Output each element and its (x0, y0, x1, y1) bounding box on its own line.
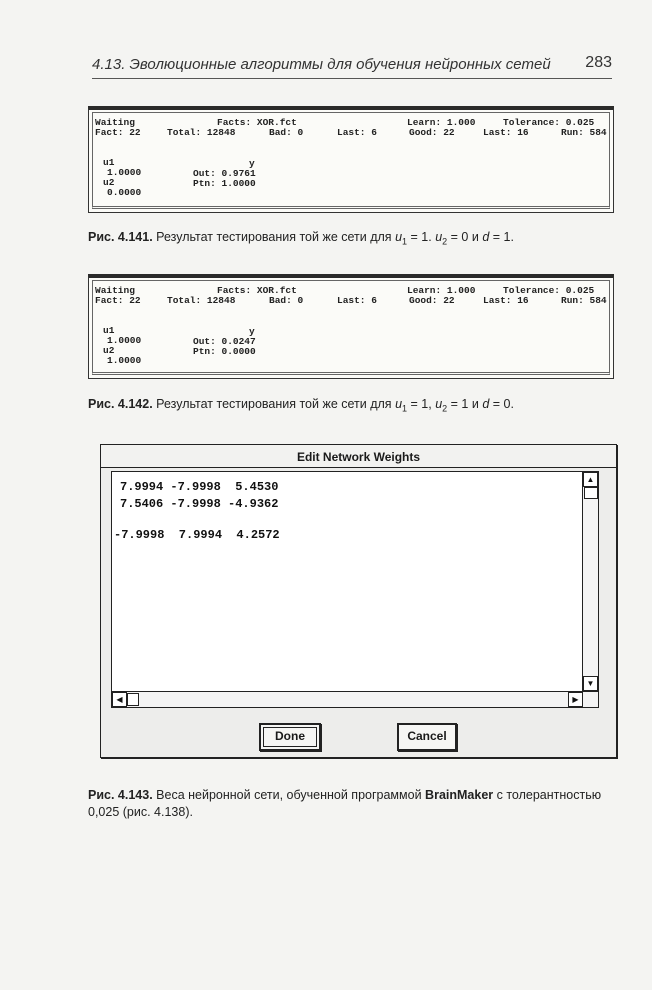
tolerance: Tolerance: 0.025 (503, 285, 595, 296)
run-count: Run: 584 (561, 127, 607, 138)
good-count: Good: 22 (409, 127, 455, 138)
bad-count: Bad: 0 (269, 127, 304, 138)
vertical-scroll-thumb[interactable] (584, 487, 598, 499)
fig142-caption (88, 396, 628, 418)
caption-var-u1: u (395, 397, 403, 411)
fig142-screen (88, 274, 614, 379)
tolerance: Tolerance: 0.025 (503, 117, 595, 128)
weights-row-2: 7.5406 -7.9998 -4.9362 (120, 497, 279, 511)
caption-text: Результат тестирования той же сети для (156, 230, 392, 244)
y-label: y (249, 158, 255, 169)
done-button[interactable] (259, 723, 321, 751)
last2-count: Last: 16 (483, 295, 529, 306)
facts-file: Facts: XOR.fct (217, 117, 297, 128)
ptn-value: Ptn: 1.0000 (193, 178, 256, 189)
caption-u2-value: = 1 и (450, 397, 479, 411)
y-label: y (249, 326, 255, 337)
caption-sub-2: 2 (442, 403, 448, 414)
caption-var-d: d (482, 397, 490, 411)
page-number: 283 (585, 54, 612, 71)
caption-var-u1: u (395, 230, 403, 244)
running-title: 4.13. Эволюционные алгоритмы для обучения нейронных сетей (92, 56, 551, 73)
u1-value: 1.0000 (107, 335, 142, 346)
caption-d-value: = 1. (492, 230, 514, 244)
total-count: Total: 12848 (167, 127, 236, 138)
fig141-screen (88, 106, 614, 213)
caption-text: Результат тестирования той же сети для (156, 397, 392, 411)
fig142-frame (92, 280, 610, 375)
scroll-down-icon[interactable]: ▼ (583, 676, 598, 691)
cancel-button-label: Cancel (407, 729, 447, 743)
last-count: Last: 6 (337, 127, 377, 138)
caption-text: Веса нейронной сети, обученной программой (156, 788, 422, 802)
caption-brand: BrainMaker (425, 788, 494, 802)
caption-var-u2: u (435, 230, 443, 244)
good-count: Good: 22 (409, 295, 455, 306)
total-count: Total: 12848 (167, 295, 236, 306)
bad-count: Bad: 0 (269, 295, 304, 306)
out-value: Out: 0.0247 (193, 336, 256, 347)
caption-var-d: d (482, 230, 490, 244)
caption-u1-value: = 1, (410, 397, 432, 411)
u2-label: u2 (103, 177, 115, 188)
fig143-caption (88, 787, 633, 821)
done-button-label: Done (275, 729, 305, 743)
fact-count: Fact: 22 (95, 295, 141, 306)
weights-row-1: 7.9994 -7.9998 5.4530 (120, 480, 279, 494)
run-count: Run: 584 (561, 295, 607, 306)
caption-u2-value: = 0 и (450, 230, 479, 244)
vertical-scrollbar[interactable] (582, 472, 598, 691)
scroll-up-icon[interactable]: ▲ (583, 472, 598, 487)
dialog-titlebar[interactable] (101, 445, 616, 468)
u2-value: 0.0000 (107, 187, 142, 198)
caption-sub-2: 2 (442, 236, 448, 247)
scroll-right-icon[interactable]: ▶ (568, 692, 583, 707)
weights-textarea[interactable] (111, 471, 599, 708)
caption-number: Рис. 4.141. (88, 230, 153, 244)
u1-label: u1 (103, 157, 115, 168)
horizontal-scrollbar[interactable] (112, 691, 598, 707)
learn-rate: Learn: 1.000 (407, 285, 476, 296)
caption-u1-value: = 1. (410, 230, 432, 244)
last-count: Last: 6 (337, 295, 377, 306)
caption-number: Рис. 4.143. (88, 788, 153, 802)
ptn-value: Ptn: 0.0000 (193, 346, 256, 357)
weights-row-3: -7.9998 7.9994 4.2572 (114, 528, 280, 542)
u2-value: 1.0000 (107, 355, 142, 366)
learn-rate: Learn: 1.000 (407, 117, 476, 128)
u1-value: 1.0000 (107, 167, 142, 178)
running-head (92, 52, 612, 79)
caption-d-value: = 0. (492, 397, 514, 411)
caption-sub-1: 1 (402, 403, 408, 414)
horizontal-scroll-thumb[interactable] (127, 693, 139, 706)
fact-count: Fact: 22 (95, 127, 141, 138)
last2-count: Last: 16 (483, 127, 529, 138)
caption-sub-1: 1 (402, 236, 408, 247)
u1-label: u1 (103, 325, 115, 336)
caption-text-2: с толерантностью (496, 788, 602, 802)
caption-line-2: 0,025 (рис. 4.138). (88, 805, 193, 819)
status-text: Waiting (95, 285, 135, 296)
fig141-caption (88, 229, 628, 251)
u2-label: u2 (103, 345, 115, 356)
caption-number: Рис. 4.142. (88, 397, 153, 411)
status-text: Waiting (95, 117, 135, 128)
fig141-frame (92, 112, 610, 209)
cancel-button[interactable] (397, 723, 457, 751)
out-value: Out: 0.9761 (193, 168, 256, 179)
dialog-title: Edit Network Weights (296, 450, 421, 464)
scroll-left-icon[interactable]: ◀ (112, 692, 127, 707)
edit-weights-dialog (100, 444, 617, 758)
caption-var-u2: u (435, 397, 443, 411)
facts-file: Facts: XOR.fct (217, 285, 297, 296)
